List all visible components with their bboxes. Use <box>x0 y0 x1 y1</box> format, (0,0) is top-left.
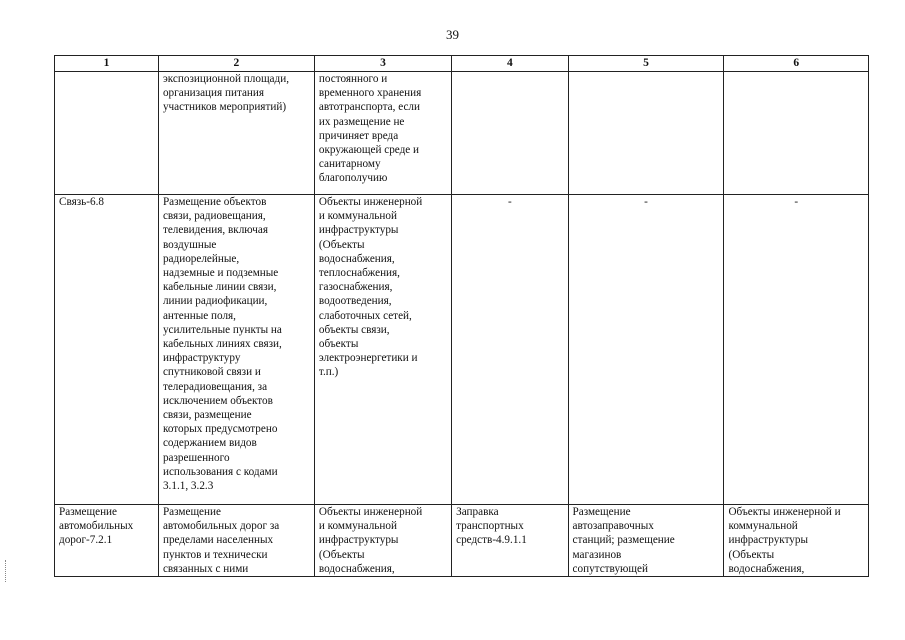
page-number: 39 <box>446 27 459 42</box>
cell-line: газоснабжения, <box>318 281 393 294</box>
cell-line: Связь-6.8 <box>59 196 104 208</box>
cell-line: инфраструктуры <box>318 534 399 547</box>
cell-line: инфраструктуры <box>728 534 809 547</box>
cell-line: автомобильных дорог за <box>162 520 280 533</box>
cell-line: слаботочных сетей, <box>318 309 412 322</box>
cell-line: воздушные <box>162 238 217 251</box>
table-cell-col4 <box>452 72 568 195</box>
cell-line: экспозиционной площади, <box>162 73 290 85</box>
table-cell-col3 <box>314 72 451 195</box>
cell-line: дорог-7.2.1 <box>59 534 113 547</box>
table-cell-col1 <box>55 505 159 577</box>
table-row <box>55 195 869 505</box>
table-row <box>55 505 869 577</box>
header-cell: 3 <box>314 56 451 72</box>
cell-line: электроэнергетики и <box>318 352 418 365</box>
table-cell-col6 <box>724 195 869 505</box>
cell-line: связи, радиовещания, <box>162 210 266 223</box>
header-cell: 2 <box>158 56 314 72</box>
land-use-table <box>54 55 869 577</box>
cell-line: (Объекты <box>318 238 365 251</box>
cell-line: и коммунальной <box>318 520 397 533</box>
table-cell-col1 <box>55 72 159 195</box>
cell-line: кабельные линии связи, <box>162 281 277 294</box>
cell-line: телевидения, включая <box>162 224 268 237</box>
cell-line: - <box>794 196 799 208</box>
cell-line: Размещение объектов <box>162 196 267 208</box>
cell-line: надземные и подземные <box>162 267 279 280</box>
table-cell-col5 <box>568 505 724 577</box>
cell-line: временного хранения <box>318 87 422 100</box>
cell-line: линии радиофикации, <box>162 295 268 308</box>
cell-line: Размещение <box>162 506 221 518</box>
cell-line: инфраструктуры <box>318 224 399 237</box>
cell-line: спутниковой связи и <box>162 366 261 379</box>
cell-line: окружающей среде и <box>318 144 420 157</box>
cell-line: объекты <box>318 338 359 351</box>
cell-line: водоотведения, <box>318 295 392 308</box>
cell-line: транспортных <box>456 520 524 533</box>
cell-line: - <box>507 196 512 208</box>
cell-line: их размещение не <box>318 115 405 128</box>
table-row <box>55 72 869 195</box>
cell-line: кабельных линиях связи, <box>162 338 282 351</box>
cell-line: Размещение <box>572 506 631 518</box>
cell-line: санитарному <box>318 158 381 171</box>
cell-line: использования с кодами <box>162 465 278 478</box>
cell-line: (Объекты <box>318 548 365 561</box>
cell-line: усилительные пункты на <box>162 323 282 336</box>
table-cell-col5 <box>568 72 724 195</box>
cell-line: автотранспорта, если <box>318 101 420 114</box>
cell-line: причиняет вреда <box>318 129 399 142</box>
table-cell-col1 <box>55 195 159 505</box>
cell-line: объекты связи, <box>318 323 390 336</box>
cell-line: автомобильных <box>59 520 134 533</box>
cell-line: т.п.) <box>318 366 339 379</box>
cell-line: участников мероприятий) <box>162 101 287 114</box>
cell-line: содержанием видов <box>162 437 257 450</box>
cell-line: инфраструктуру <box>162 352 241 365</box>
cell-line: которых предусмотрено <box>162 423 278 436</box>
table-cell-col3 <box>314 505 451 577</box>
cell-line: радиорелейные, <box>162 252 240 265</box>
cell-line: организация питания <box>162 87 265 100</box>
cell-line: Объекты инженерной <box>318 506 423 518</box>
cell-line: Размещение <box>59 506 118 518</box>
table-cell-col2 <box>158 72 314 195</box>
table-cell-col5 <box>568 195 724 505</box>
cell-line: магазинов <box>572 548 622 561</box>
header-cell: 6 <box>724 56 869 72</box>
table-cell-col4 <box>452 195 568 505</box>
cell-line: Заправка <box>456 506 499 518</box>
cell-line: 3.1.1, 3.2.3 <box>162 480 214 493</box>
cell-line: и коммунальной <box>318 210 397 223</box>
cell-line: разрешенного <box>162 451 230 464</box>
cell-line: коммунальной <box>728 520 798 533</box>
cell-line: водоснабжения, <box>318 562 395 575</box>
cell-line: автозаправочных <box>572 520 654 533</box>
cell-line: станций; размещение <box>572 534 675 547</box>
header-cell: 4 <box>452 56 568 72</box>
cell-line: теплоснабжения, <box>318 267 400 280</box>
cell-line: антенные поля, <box>162 309 236 322</box>
table-cell-col2 <box>158 505 314 577</box>
cell-line: постоянного и <box>318 73 388 85</box>
cell-line: благополучию <box>318 172 388 185</box>
cell-line: Объекты инженерной и <box>728 506 841 518</box>
table-cell-col4 <box>452 505 568 577</box>
cell-line: связанных с ними <box>162 562 249 575</box>
scan-artifact <box>5 560 9 582</box>
cell-line: пунктов и технически <box>162 548 268 561</box>
header-cell: 5 <box>568 56 724 72</box>
cell-line: - <box>644 196 648 208</box>
table-cell-col6 <box>724 72 869 195</box>
table-cell-col6 <box>724 505 869 577</box>
cell-line: средств-4.9.1.1 <box>456 534 527 547</box>
cell-line: исключением объектов <box>162 394 273 407</box>
cell-line: водоснабжения, <box>318 252 395 265</box>
cell-line: связи, размещение <box>162 409 252 422</box>
cell-line: Объекты инженерной <box>318 196 423 208</box>
table-cell-col2 <box>158 195 314 505</box>
header-row <box>55 56 869 72</box>
cell-line: сопутствующей <box>572 562 648 575</box>
cell-line: водоснабжения, <box>728 562 805 575</box>
cell-line: (Объекты <box>728 548 775 561</box>
header-cell: 1 <box>55 56 159 72</box>
cell-line: телерадиовещания, за <box>162 380 268 393</box>
cell-line: пределами населенных <box>162 534 274 547</box>
table-cell-col3 <box>314 195 451 505</box>
